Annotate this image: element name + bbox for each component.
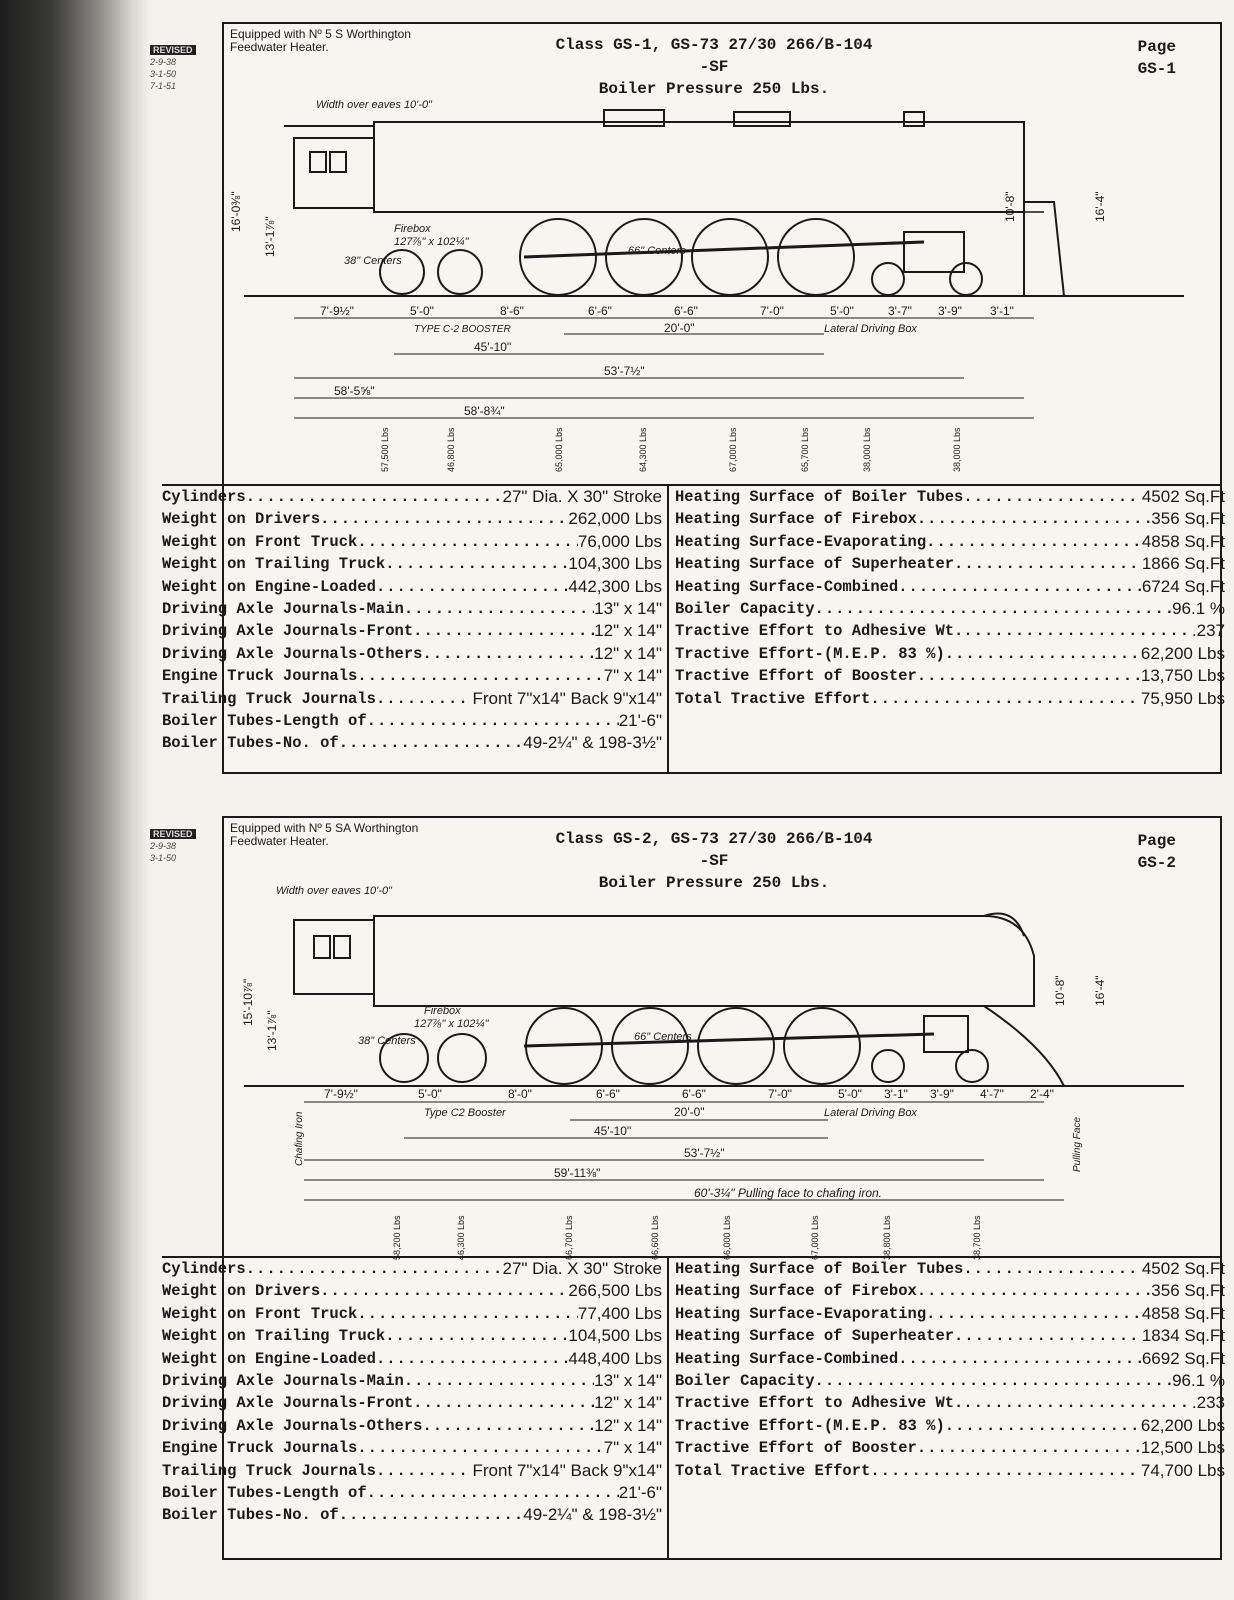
height-firebox: 13'-1⅞" [263,216,277,257]
lead-wheel-1 [872,263,904,295]
booster-note: TYPE C-2 BOOSTER [414,324,511,335]
streamlined-boiler [374,916,1034,1006]
leader-dots [376,688,473,710]
booster-note: Type C2 Booster [424,1107,506,1119]
page-label: Page [1137,832,1176,850]
centers-note: 38" Centers [358,1035,416,1047]
driver-3 [698,1008,774,1084]
leader-dots [963,486,1141,508]
spec-label: Tractive Effort-(M.E.P. 83 %) [675,1416,945,1435]
leader-dots [954,553,1142,575]
leader-dots [339,732,524,754]
axle-weight: 38,000 Lbs [862,427,872,472]
spec-row [675,598,1225,620]
spec-value: 1834 Sq.Ft [1141,1326,1225,1346]
leader-dots [917,1280,1151,1302]
spec-row [675,1348,1225,1370]
spec-row [675,1415,1225,1437]
span-53: 53'-7½" [604,364,645,378]
span-label: 8'-0" [508,1087,532,1101]
spec-label: Heating Surface of Firebox [675,510,917,529]
spec-row [675,1370,1225,1392]
leader-dots [246,486,503,508]
spec-label: Engine Truck Journals [162,667,358,686]
axle-weight: 38,000 Lbs [952,427,962,472]
leader-dots [917,508,1151,530]
spec-value: 442,300 Lbs [568,576,662,596]
spec-value: 13" x 14" [594,1371,662,1391]
spec-row [675,1460,1225,1482]
leader-dots [870,1460,1141,1482]
spec-row [162,1258,662,1280]
axle-weight: 66,700 Lbs [564,1215,574,1260]
leader-dots [367,1482,619,1504]
span-label: 8'-6" [500,304,524,318]
skyline-skirt [984,1006,1064,1086]
spec-label: Cylinders [162,488,246,506]
leader-dots [422,643,594,665]
leader-dots [357,1437,603,1459]
spec-row [162,553,662,575]
axle-weight: 65,700 Lbs [800,427,810,472]
spec-row [675,1280,1225,1302]
leader-dots [926,531,1142,553]
page-code: GS-2 [1137,854,1176,872]
spec-label: Trailing Truck Journals [162,1461,376,1480]
span-label: 4'-7" [980,1087,1004,1101]
lead-wheel-2 [950,263,982,295]
locomotive-elevation-drawing [224,876,1220,1276]
leader-dots [945,643,1141,665]
axle-weight: 58,200 Lbs [392,1215,402,1260]
firebox-size: 127⅞" x 102¼" [414,1018,489,1030]
spec-value: .237 [1191,621,1225,641]
leader-dots [376,1460,473,1482]
spec-label: Heating Surface of Boiler Tubes [675,1260,964,1278]
spec-label: Driving Axle Journals-Front [162,1394,414,1413]
spec-value: 12,500 Lbs [1140,1438,1225,1458]
driver-4 [784,1008,860,1084]
spec-row [162,1482,662,1504]
axle-weight: 57,500 Lbs [380,427,390,472]
spec-row [675,1303,1225,1325]
lead-wheel-2 [956,1050,988,1082]
spec-label: Cylinders [162,1260,246,1278]
leader-dots [404,598,594,620]
leader-dots [376,1348,568,1370]
spec-row [162,1392,662,1414]
spec-label: Heating Surface-Evaporating [675,1304,927,1323]
driver-centers: 66" Centers [634,1031,692,1043]
span-20: 20'-0" [674,1105,705,1119]
spec-value: 13,750 Lbs [1140,666,1225,686]
span-labels [320,304,1014,418]
feedwater-note: Equipped with Nº 5 S Worthington Feedwater Heater. [230,27,411,54]
class-line: Class GS-1, GS-73 27/30 266/B-104 -SF [555,36,873,76]
revision-stamp-2: REVISED 2-9-38 3-1-50 [150,828,220,864]
span-58b: 58'-8¾" [464,404,505,418]
span-label: 7'-0" [760,304,784,318]
axle-weight: 46,800 Lbs [446,427,456,472]
spec-label: Boiler Capacity [675,1372,815,1391]
leader-dots [320,508,568,530]
spec-label: Heating Surface-Combined [675,1349,899,1368]
spec-row [675,643,1225,665]
firebox-size: 127⅞" x 102¼" [394,236,469,248]
spec-row [675,531,1225,553]
span-label: 3'-9" [938,304,962,318]
spec-left-column [162,1258,662,1527]
spec-value: 12" x 14" [594,621,662,641]
span-label: 7'-9½" [320,304,354,318]
spec-row [675,1325,1225,1347]
spec-value: 104,500 Lbs [568,1326,662,1346]
sand-dome [734,112,790,126]
leader-dots [357,665,603,687]
spec-row [675,486,1225,508]
spec-value: 74,700 Lbs [1140,1460,1225,1480]
chafing-iron-label: Chafing Iron [294,1111,305,1166]
axle-weight: 64,300 Lbs [638,427,648,472]
spec-value: 4858 Sq.Ft [1141,531,1225,551]
spec-label: Tractive Effort of Booster [675,667,917,686]
span-label: 2'-4" [1030,1087,1054,1101]
width-note: Width over eaves 10'-0" [316,99,432,111]
leader-dots [917,665,1141,687]
leader-dots [413,1392,594,1414]
width-note: Width over eaves 10'-0" [276,885,392,897]
page-label: Page [1137,38,1176,56]
boiler-outline [374,122,1024,212]
spec-row [162,1437,662,1459]
spec-label: Heating Surface of Superheater [675,555,955,574]
span-label: 5'-0" [418,1087,442,1101]
spec-label: Driving Axle Journals-Main [162,1372,404,1391]
spec-value: 4502 Sq.Ft [1141,1259,1225,1278]
spec-value: 12" x 14" [594,1393,662,1413]
leader-dots [422,1415,594,1437]
span-label: 7'-0" [768,1087,792,1101]
spec-row [162,508,662,530]
height-cab: 16'-0⅜" [229,191,243,232]
span-label: 3'-7" [888,304,912,318]
spec-value: 262,000 Lbs [568,509,662,529]
spec-table-2 [162,1256,1225,1558]
spec-label: Weight on Trailing Truck [162,555,386,574]
span-45: 45'-10" [594,1124,632,1138]
span-label: 3'-9" [930,1087,954,1101]
trailing-wheel-2 [438,1034,486,1082]
span-label: 6'-6" [588,304,612,318]
lateral-note: Lateral Driving Box [824,323,917,335]
spec-value: Front 7"x14" Back 9"x14" [472,1460,662,1480]
pressure-line: Boiler Pressure 250 Lbs. [598,874,830,892]
height-cab: 15'-10⅞" [241,978,255,1026]
spec-label: Driving Axle Journals-Front [162,622,414,641]
spec-row [162,486,662,508]
spec-row [162,1460,662,1482]
span-label: 3'-1" [884,1087,908,1101]
spec-label: Tractive Effort of Booster [675,1439,917,1458]
axle-weight: 66,000 Lbs [722,1215,732,1260]
span-labels [294,1087,1083,1200]
spec-row [162,1303,662,1325]
leader-dots [320,1280,568,1302]
spec-value: 62,200 Lbs [1140,1415,1225,1435]
spec-value: 21'-6" [618,1483,662,1503]
pulling-face-label: Pulling Face [1072,1116,1083,1172]
locomotive-elevation-drawing [224,82,1220,482]
spec-value: 356 Sq.Ft [1151,509,1225,529]
spec-row [675,1437,1225,1459]
spec-label: Boiler Tubes-No. of [162,1506,339,1525]
span-label: 7'-9½" [324,1087,358,1101]
axle-weight: 67,000 Lbs [810,1215,820,1260]
driver-4 [778,219,854,295]
leader-dots [898,576,1142,598]
height-overall: 16'-4" [1093,191,1107,222]
centers-note: 38" Centers [344,255,402,267]
spec-row [675,688,1225,710]
spec-row [162,1415,662,1437]
spec-value: 77,400 Lbs [577,1303,662,1323]
pilot [1024,202,1064,296]
spec-value: 12" x 14" [594,643,662,663]
spec-value: 27" Dia. X 30" Stroke [502,1259,662,1278]
spec-value: Front 7"x14" Back 9"x14" [472,688,662,708]
leader-dots [339,1504,524,1526]
spec-value: 96.1 % [1172,1371,1225,1391]
spec-value: 356 Sq.Ft [1151,1281,1225,1301]
spec-row [162,665,662,687]
page-id [1138,36,1176,80]
spec-value: 7" x 14" [603,666,662,686]
dome [604,110,664,126]
trailing-wheel-2 [438,250,482,294]
axle-weight: 66,600 Lbs [650,1215,660,1260]
spec-row [162,1325,662,1347]
leader-dots [385,1325,568,1347]
spec-row [675,620,1225,642]
leader-dots [963,620,1192,642]
height-boiler: 10'-8" [1003,191,1017,222]
span-53: 53'-7½" [684,1146,725,1160]
spec-row [162,710,662,732]
axle-weight: 38,700 Lbs [972,1215,982,1260]
driver-3 [692,219,768,295]
spec-row [162,620,662,642]
wheels [380,219,982,295]
spec-label: Boiler Tubes-Length of [162,712,367,731]
spec-value: 6692 Sq.Ft [1141,1348,1225,1368]
spec-row [162,531,662,553]
spec-value: 266,500 Lbs [568,1281,662,1301]
spec-label: Heating Surface of Superheater [675,1327,955,1346]
cylinder [904,232,964,272]
spec-value: 96.1 % [1172,599,1225,619]
spec-label: Weight on Trailing Truck [162,1327,386,1346]
spec-row [675,1392,1225,1414]
main-rod [524,1034,934,1046]
class-line: Class GS-2, GS-73 27/30 266/B-104 -SF [555,830,873,870]
main-rod [524,242,924,257]
spec-label: Total Tractive Effort [675,689,871,708]
spec-row [162,576,662,598]
leader-dots [870,688,1141,710]
book-spine-shadow [0,0,150,1600]
height-overall: 16'-4" [1093,975,1107,1006]
spec-label: Boiler Capacity [675,600,815,619]
stack [904,112,924,126]
driver-centers: 66" Centers [628,245,686,257]
span-label: 6'-6" [674,304,698,318]
spec-row [162,643,662,665]
spec-label: Weight on Drivers [162,510,321,529]
span-59: 59'-11⅜" [554,1166,601,1180]
leader-dots [917,1437,1141,1459]
spec-label: Tractive Effort to Adhesive Wt. [675,1394,964,1413]
leader-dots [954,1325,1142,1347]
spec-label: Heating Surface-Combined [675,577,899,596]
spec-row [162,598,662,620]
spec-value: 62,200 Lbs [1140,643,1225,663]
spec-row [162,688,662,710]
spec-value: 1866 Sq.Ft [1141,554,1225,574]
leader-dots [385,553,568,575]
spec-label: Tractive Effort-(M.E.P. 83 %) [675,644,945,663]
firebox-label: Firebox [424,1005,461,1017]
spec-row [162,1348,662,1370]
spec-value: 7" x 14" [603,1438,662,1458]
axle-weight: 65,000 Lbs [554,427,564,472]
height-firebox: 13'-1⅞" [265,1010,279,1051]
driver-2 [606,219,682,295]
spec-label: Tractive Effort to Adhesive Wt. [675,622,964,641]
spec-label: Heating Surface-Evaporating [675,532,927,551]
leader-dots [963,1392,1192,1414]
spec-label: Weight on Front Truck [162,532,358,551]
span-label: 5'-0" [838,1087,862,1101]
span-20: 20'-0" [664,321,695,335]
spec-row [162,1504,662,1526]
page-id [1138,830,1176,874]
leader-dots [376,576,568,598]
spec-label: Weight on Engine-Loaded [162,1349,376,1368]
spec-label: Weight on Engine-Loaded [162,577,376,596]
axle-weight: 38,800 Lbs [882,1215,892,1260]
spec-row [162,1280,662,1302]
span-label: 6'-6" [682,1087,706,1101]
revision-stamp-1: REVISED 2-9-38 3-1-50 7-1-51 [150,44,220,92]
spec-value: .233 [1191,1393,1225,1413]
spec-right-column [667,486,1225,772]
span-label: 3'-1" [990,304,1014,318]
spec-row [675,665,1225,687]
leader-dots [815,598,1173,620]
axle-weight: 67,000 Lbs [728,427,738,472]
pressure-line: Boiler Pressure 250 Lbs. [598,80,830,98]
span-label: 5'-0" [410,304,434,318]
spec-label: Trailing Truck Journals [162,689,376,708]
leader-dots [357,531,578,553]
leader-dots [357,1303,578,1325]
spec-table-1 [162,484,1225,772]
span-60: 60'-3¼" Pulling face to chafing iron. [694,1186,882,1200]
spec-value: 21'-6" [618,711,662,731]
span-label: 6'-6" [596,1087,620,1101]
leader-dots [404,1370,594,1392]
spec-label: Weight on Front Truck [162,1304,358,1323]
spec-label: Heating Surface of Boiler Tubes [675,488,964,506]
spec-label: Heating Surface of Firebox [675,1282,917,1301]
spec-row [675,1258,1225,1280]
spec-row [162,732,662,754]
spec-value: 448,400 Lbs [568,1348,662,1368]
spec-label: Total Tractive Effort [675,1461,871,1480]
span-45: 45'-10" [474,340,512,354]
lead-wheel-1 [872,1050,904,1082]
axle-weights [380,427,962,472]
spec-left-column [162,486,662,755]
spec-label: Boiler Tubes-No. of [162,734,339,753]
span-label: 5'-0" [830,304,854,318]
axle-weights [392,1215,982,1260]
span-58a: 58'-5⅝" [334,384,375,398]
leader-dots [945,1415,1141,1437]
spec-value: 49-2¼" & 198-3½" [523,1505,662,1525]
lateral-note: Lateral Driving Box [824,1107,917,1119]
spec-value: 6724 Sq.Ft [1141,576,1225,596]
spec-label: Driving Axle Journals-Main [162,600,404,619]
leader-dots [963,1258,1141,1280]
spec-label: Engine Truck Journals [162,1439,358,1458]
feedwater-note: Equipped with Nº 5 SA Worthington Feedwater Heater. [230,821,419,848]
leader-dots [898,1348,1142,1370]
leader-dots [367,710,619,732]
spec-label: Boiler Tubes-Length of [162,1484,367,1503]
height-boiler: 10'-8" [1053,975,1067,1006]
spec-right-column [667,1258,1225,1558]
spec-value: 4502 Sq.Ft [1141,487,1225,506]
firebox-label: Firebox [394,223,431,235]
spec-row [162,1370,662,1392]
spec-label: Driving Axle Journals-Others [162,1416,423,1435]
spec-value: 27" Dia. X 30" Stroke [502,487,662,506]
driver-2 [612,1008,688,1084]
page-code: GS-1 [1137,60,1176,78]
spec-row [675,553,1225,575]
leader-dots [413,620,594,642]
spec-label: Weight on Drivers [162,1282,321,1301]
spec-label: Driving Axle Journals-Others [162,644,423,663]
spec-value: 4858 Sq.Ft [1141,1303,1225,1323]
leader-dots [246,1258,503,1280]
axle-weight: 46,300 Lbs [456,1215,466,1260]
spec-value: 76,000 Lbs [577,531,662,551]
spec-value: 104,300 Lbs [568,554,662,574]
spec-row [675,576,1225,598]
spec-value: 13" x 14" [594,599,662,619]
spec-value: 75,950 Lbs [1140,688,1225,708]
leader-dots [926,1303,1142,1325]
leader-dots [815,1370,1173,1392]
spec-value: 12" x 14" [594,1415,662,1435]
spec-row [675,508,1225,530]
spec-value: 49-2¼" & 198-3½" [523,733,662,753]
